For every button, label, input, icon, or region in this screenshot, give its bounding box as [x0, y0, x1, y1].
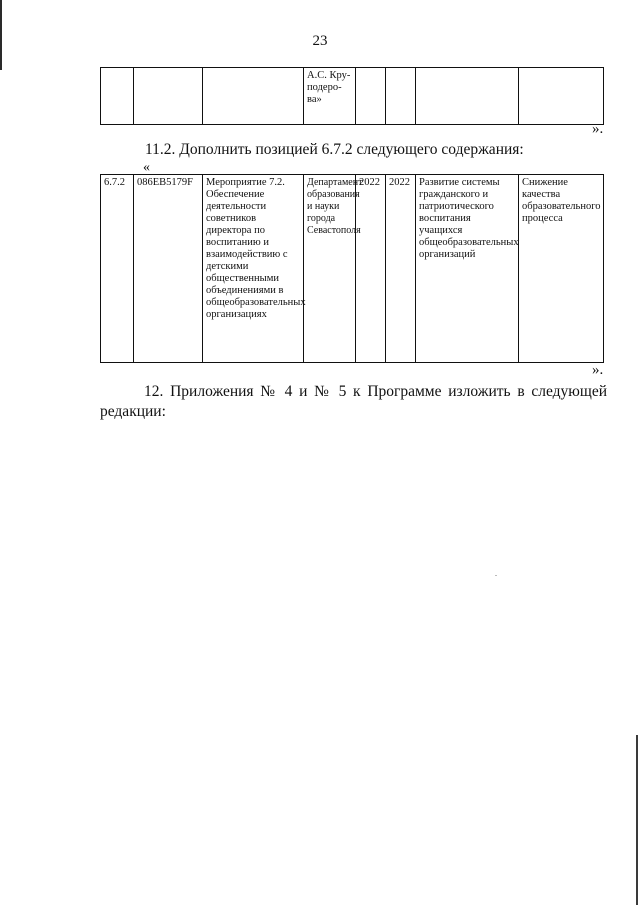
main-table: [100, 174, 604, 363]
table-cell: [134, 68, 203, 125]
table-cell: [416, 68, 519, 125]
table-row: [101, 68, 604, 125]
table-row: [101, 175, 604, 363]
cell-consequences: Снижение качества образовательного процесса: [519, 175, 604, 363]
paragraph-11-2: 11.2. Дополнить позицией 6.7.2 следующего содержания:: [145, 141, 524, 158]
opening-quote: «: [143, 160, 150, 175]
paragraph-12-line-1: 12. Приложения № 4 и № 5 к Программе изложить в следующей: [144, 383, 607, 400]
table-cell: [386, 68, 416, 125]
cell-result: Развитие системы гражданского и патриотического воспитания учащихся общеобразовательных организаций: [416, 175, 519, 363]
top-table-fragment: [100, 67, 604, 125]
scan-speck: [495, 575, 497, 576]
scan-edge-right: [636, 735, 638, 905]
closing-quote-1: ».: [592, 121, 604, 137]
table-cell: [203, 68, 304, 125]
cell-number: 6.7.2: [101, 175, 134, 363]
table-cell-executor: А.С. Кру- подеро- ва»: [304, 68, 356, 125]
cell-year-end: 2022: [386, 175, 416, 363]
table-cell: [101, 68, 134, 125]
paragraph-12-line-2: редакции:: [100, 403, 166, 420]
table-cell: [519, 68, 604, 125]
cell-event: Мероприятие 7.2. Обеспечение деятельности советников директора по воспитанию и взаимодействию с детскими общественными объединениями в общеобразовательных организациях: [203, 175, 304, 363]
paragraph-12: [100, 382, 607, 422]
cell-executor: Департамент образования и науки города Севастополя: [304, 175, 356, 363]
table-cell: [356, 68, 386, 125]
page-number: 23: [312, 33, 328, 49]
closing-quote-2: ».: [592, 362, 604, 378]
cell-year-start: 2022: [356, 175, 386, 363]
cell-code: 086ЕВ5179F: [134, 175, 203, 363]
